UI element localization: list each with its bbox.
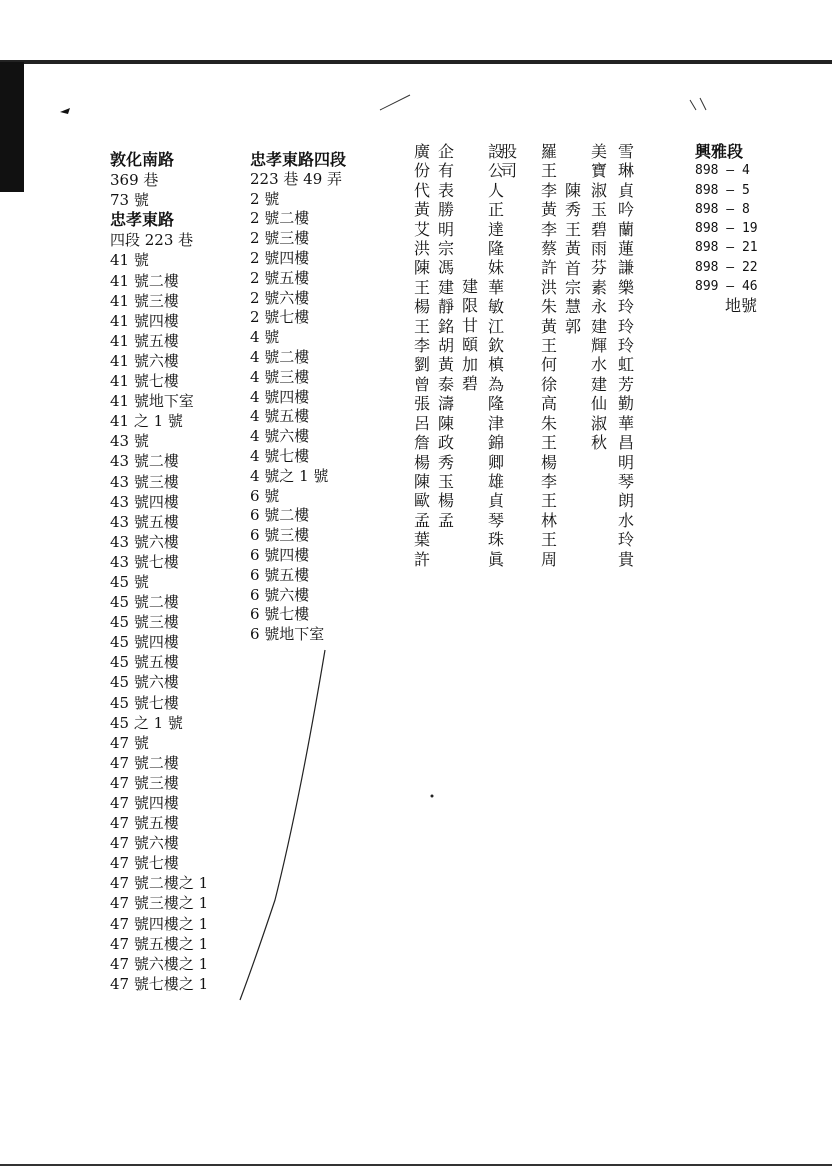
name-char-column: 美 寶 淑 玉 碧 雨 芬 素 永 建 輝 水 建 仙 淑 秋 xyxy=(590,142,607,453)
address-line: 47 號七樓 xyxy=(110,854,179,873)
address-line: 45 號七樓 xyxy=(110,693,179,712)
address-line: 6 號七樓 xyxy=(250,605,310,624)
address-line: 4 號七樓 xyxy=(250,446,310,465)
address-line: 43 號三樓 xyxy=(110,472,179,491)
address-line: 47 號三樓 xyxy=(110,773,179,792)
address-line: 47 號四樓 xyxy=(110,794,179,812)
lot-number: 899 — 46 xyxy=(695,279,758,295)
address-line: 43 號四樓 xyxy=(110,492,179,511)
address-line: 6 號 xyxy=(250,486,280,505)
address-line: 忠孝東路 xyxy=(110,210,175,230)
address-line: 4 號二樓 xyxy=(250,347,310,366)
name-char-column: 羅 王 李 黃 李 蔡 許 洪 朱 黃 王 何 徐 高 朱 王 楊 李 王 林 王 周 xyxy=(540,142,557,569)
address-line: 47 號七樓之 1 xyxy=(110,974,209,993)
address-line: 47 號六樓 xyxy=(110,834,179,853)
address-line: 2 號五樓 xyxy=(250,268,310,287)
address-line: 41 之 1 號 xyxy=(110,412,183,431)
address-line: 4 號三樓 xyxy=(250,367,310,386)
address-line: 45 號 xyxy=(110,572,149,591)
address-line: 47 號 xyxy=(110,733,149,752)
address-line: 41 號四樓 xyxy=(110,311,179,330)
address-line: 43 號六樓 xyxy=(110,532,179,551)
name-char-column: 雪 琳 貞 吟 蘭 蓮 謙 樂 玲 玲 玲 虹 芳 勤 華 昌 明 琴 朗 水 玲 貴 xyxy=(617,142,634,569)
address-line: 6 號六樓 xyxy=(250,585,310,604)
address-line: 2 號四樓 xyxy=(250,248,310,267)
address-line: 45 號二樓 xyxy=(110,593,179,612)
address-line: 43 號七樓 xyxy=(110,552,179,571)
address-line: 43 號 xyxy=(110,432,149,451)
name-char-column: 建 限 甘 頤 加 碧 xyxy=(461,277,478,394)
address-line: 45 號五樓 xyxy=(110,653,179,672)
address-line: 41 號二樓 xyxy=(110,271,179,290)
address-line: 41 號 xyxy=(110,251,149,270)
address-line: 41 號地下室 xyxy=(110,392,194,411)
address-line: 41 號五樓 xyxy=(110,331,179,350)
address-line: 369 巷 xyxy=(110,171,159,190)
address-line: 敦化南路 xyxy=(110,150,175,169)
name-char-column: 設 公 人 正 達 隆 妹 華 敏 江 欽 槙 為 隆 津 錦 卿 雄 貞 琴 珠 眞 xyxy=(487,142,504,569)
address-line: 47 號二樓之 1 xyxy=(110,874,209,893)
address-line: 223 巷 49 弄 xyxy=(250,169,343,188)
address-line: 6 號四樓 xyxy=(250,545,310,564)
address-line: 6 號二樓 xyxy=(250,506,310,525)
address-line: 6 號五樓 xyxy=(250,565,310,584)
lot-number: 898 — 8 xyxy=(695,201,750,217)
address-line: 45 號四樓 xyxy=(110,633,179,652)
name-char-column: 廣 份 代 黃 艾 洪 陳 王 楊 王 李 劉 曾 張 呂 詹 楊 陳 歐 孟 葉 許 xyxy=(413,142,430,569)
address-line: 41 號三樓 xyxy=(110,291,179,310)
name-char-column: 企 有 表 勝 明 宗 馮 建 靜 銘 胡 黃 泰 濤 陳 政 秀 玉 楊 孟 xyxy=(437,142,454,530)
address-line: 47 號五樓之 1 xyxy=(110,934,209,953)
address-line: 41 號六樓 xyxy=(110,351,179,370)
address-line: 6 號地下室 xyxy=(250,625,325,644)
address-line: 47 號六樓之 1 xyxy=(110,954,209,973)
address-line: 43 號五樓 xyxy=(110,512,179,531)
address-line: 6 號三樓 xyxy=(250,526,310,545)
address-line: 73 號 xyxy=(110,191,149,210)
address-line: 47 號四樓之 1 xyxy=(110,914,209,933)
address-line: 45 之 1 號 xyxy=(110,713,183,732)
address-line: 4 號五樓 xyxy=(250,407,310,426)
address-line: 忠孝東路四段 xyxy=(250,150,347,169)
lot-number: 898 — 19 xyxy=(695,221,758,237)
address-line: 4 號 xyxy=(250,328,280,347)
section-footer: 地號 xyxy=(725,296,758,316)
address-line: 47 號五樓 xyxy=(110,814,179,833)
address-line: 4 號六樓 xyxy=(250,427,310,446)
lot-number: 898 — 5 xyxy=(695,182,750,198)
lot-number: 898 — 21 xyxy=(695,240,758,256)
address-line: 4 號之 1 號 xyxy=(250,466,329,485)
address-line: 43 號二樓 xyxy=(110,452,179,471)
address-line: 2 號三樓 xyxy=(250,229,310,248)
address-line: 47 號二樓 xyxy=(110,753,179,772)
address-line: 45 號三樓 xyxy=(110,613,179,632)
address-line: 2 號六樓 xyxy=(250,288,310,307)
address-line: 47 號三樓之 1 xyxy=(110,894,209,913)
lot-number: 898 — 22 xyxy=(695,259,758,275)
name-char-column: 陳 秀 王 黃 首 宗 慧 郭 xyxy=(564,181,581,336)
address-line: 四段 223 巷 xyxy=(110,231,194,250)
name-char-column: 股 司 xyxy=(500,142,517,181)
lot-number: 898 — 4 xyxy=(695,163,750,179)
section-title: 興雅段 xyxy=(695,142,744,161)
address-line: 2 號二樓 xyxy=(250,209,310,228)
address-line: 2 號 xyxy=(250,189,280,208)
address-line: 2 號七樓 xyxy=(250,308,310,327)
address-line: 41 號七樓 xyxy=(110,372,179,391)
address-line: 45 號六樓 xyxy=(110,673,179,692)
address-line: 4 號四樓 xyxy=(250,387,310,406)
